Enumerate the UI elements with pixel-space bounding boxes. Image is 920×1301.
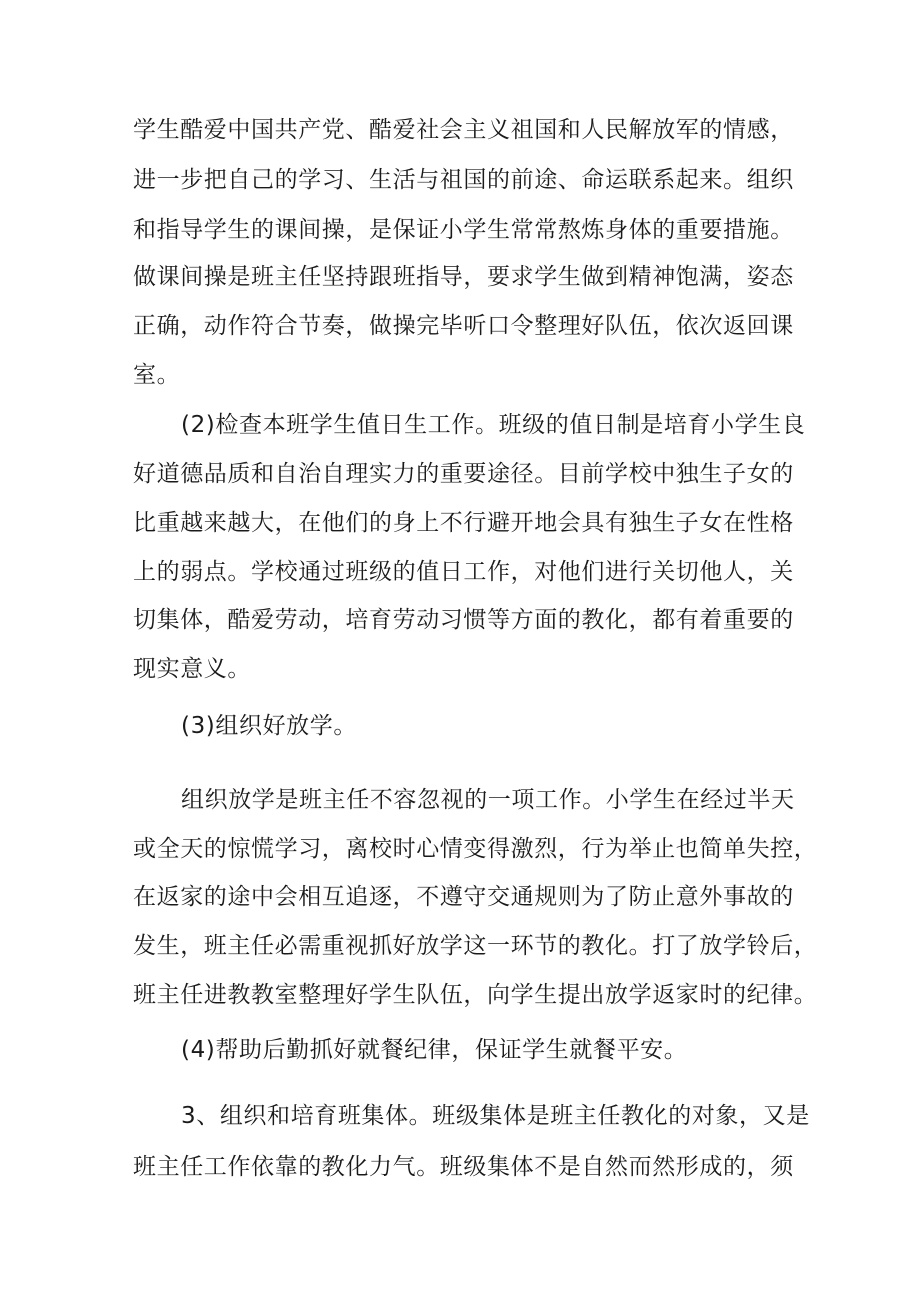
text-line: 或全天的惊慌学习，离校时心情变得激烈，行为举止也简单失控， <box>133 836 818 862</box>
text-line: 组织放学是班主任不容忽视的一项工作。小学生在经过半天 <box>181 787 795 813</box>
text-line: 做课间操是班主任坚持跟班指导，要求学生做到精神饱满，姿态 <box>133 264 794 290</box>
text-line: 切集体，酷爱劳动，培育劳动习惯等方面的教化，都有着重要的 <box>133 607 794 633</box>
text-line: 上的弱点。学校通过班级的值日工作，对他们进行关切他人，关 <box>133 559 794 585</box>
text-line: (2)检查本班学生值日生工作。班级的值日制是培育小学生良 <box>181 412 806 438</box>
text-line: (4)帮助后勤抓好就餐纪律，保证学生就餐平安。 <box>181 1037 688 1063</box>
text-line: 正确，动作符合节奏，做操完毕听口令整理好队伍，依次返回课 <box>133 313 794 339</box>
text-line: 班主任进教教室整理好学生队伍，向学生提出放学返家时的纪律。 <box>133 982 818 1008</box>
text-line: 现实意义。 <box>133 656 251 682</box>
text-line: 在返家的途中会相互追逐，不遵守交通规则为了防止意外事故的 <box>133 884 794 910</box>
text-line: 室。 <box>133 362 181 388</box>
text-line: 进一步把自己的学习、生活与祖国的前途、命运联系起来。组织 <box>133 167 794 193</box>
text-line: 学生酷爱中国共产党、酷爱社会主义祖国和人民解放军的情感， <box>133 117 794 143</box>
text-line: 好道德品质和自治自理实力的重要途径。目前学校中独生子女的 <box>133 461 794 487</box>
text-line: 3、组织和培育班集体。班级集体是班主任教化的对象，又是 <box>181 1103 810 1129</box>
text-line: 发生，班主任必需重视抓好放学这一环节的教化。打了放学铃后， <box>133 933 818 959</box>
text-line: 班主任工作依靠的教化力气。班级集体不是自然而然形成的，须 <box>133 1154 794 1180</box>
text-line: 和指导学生的课间操，是保证小学生常常熬炼身体的重要措施。 <box>133 217 794 243</box>
text-line: 比重越来越大，在他们的身上不行避开地会具有独生子女在性格 <box>133 510 794 536</box>
section-heading: (3)组织好放学。 <box>181 713 357 739</box>
